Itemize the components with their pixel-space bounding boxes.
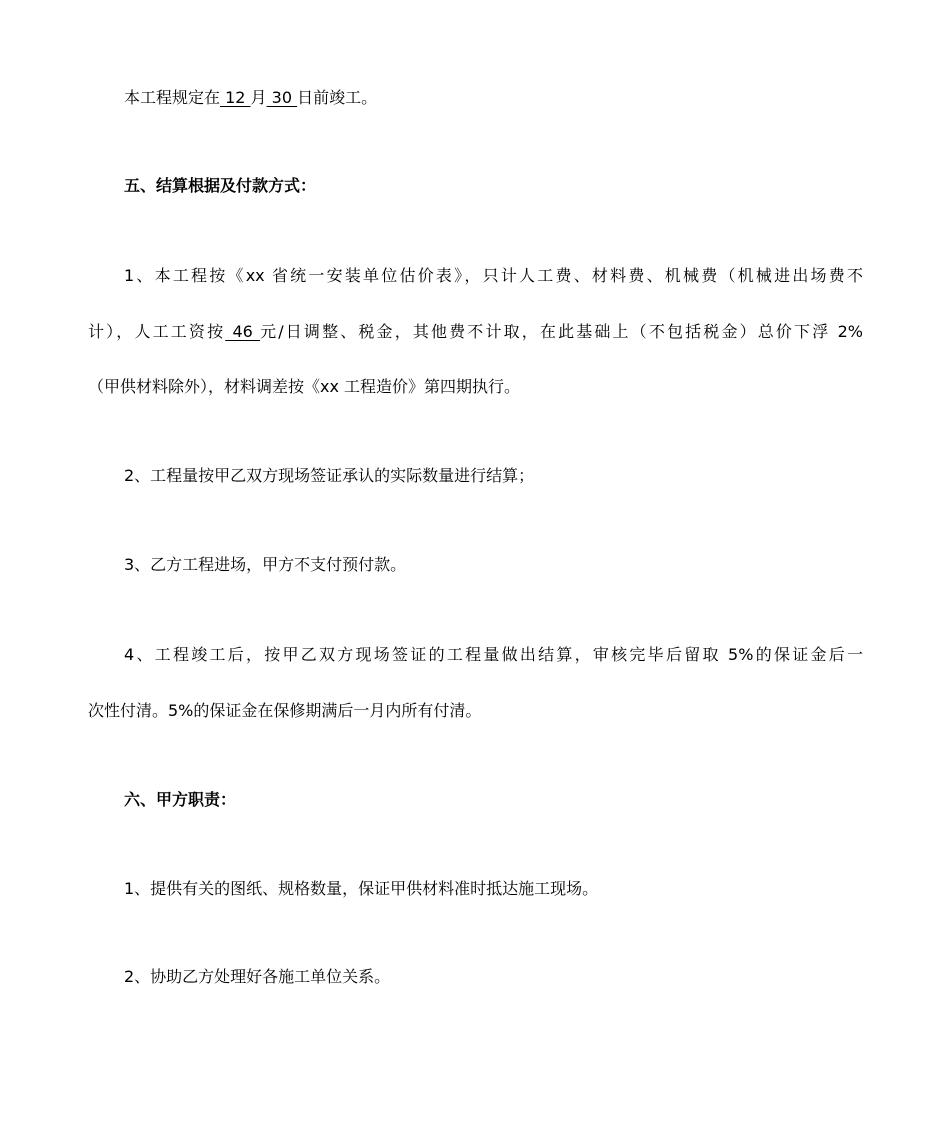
section6-item2: 2、协助乙方处理好各施工单位关系。	[124, 967, 391, 986]
section5-item3: 3、乙方工程进场，甲方不支付预付款。	[124, 555, 407, 574]
wage-value: 46	[225, 322, 261, 341]
item1-line2-suffix: 元/日调整、税金，其他费不计取，在此基础上（不包括税金）总价下浮 2%	[260, 322, 863, 341]
section5-item4-line1: 4、工程竣工后，按甲乙双方现场签证的工程量做出结算，审核完毕后留取 5%的保证金后一	[124, 645, 863, 664]
section6-heading: 六、甲方职责：	[124, 790, 237, 809]
completion-date-line	[124, 86, 863, 110]
item1-line2-prefix: 计），人工工资按	[88, 322, 226, 341]
completion-prefix: 本工程规定在	[124, 88, 221, 107]
completion-suffix: 日前竣工。	[297, 88, 378, 107]
section5-item1-line3: （甲供材料除外），材料调差按《xx 工程造价》第四期执行。	[88, 377, 521, 396]
section5-heading: 五、结算根据及付款方式：	[124, 176, 317, 195]
section5-item2: 2、工程量按甲乙双方现场签证承认的实际数量进行结算；	[124, 466, 535, 485]
completion-month-unit: 月	[250, 88, 267, 107]
section5-item1-line1: 1、本工程按《xx 省统一安装单位估价表》，只计人工费、材料费、机械费（机械进出场费不	[124, 266, 863, 285]
completion-day: 30	[266, 88, 298, 107]
section5-item1-line2	[88, 320, 863, 344]
section5-item4-line2: 次性付清。5%的保证金在保修期满后一月内所有付清。	[88, 701, 482, 720]
section6-item1: 1、提供有关的图纸、规格数量，保证甲供材料准时抵达施工现场。	[124, 879, 599, 898]
completion-month: 12	[220, 88, 251, 107]
